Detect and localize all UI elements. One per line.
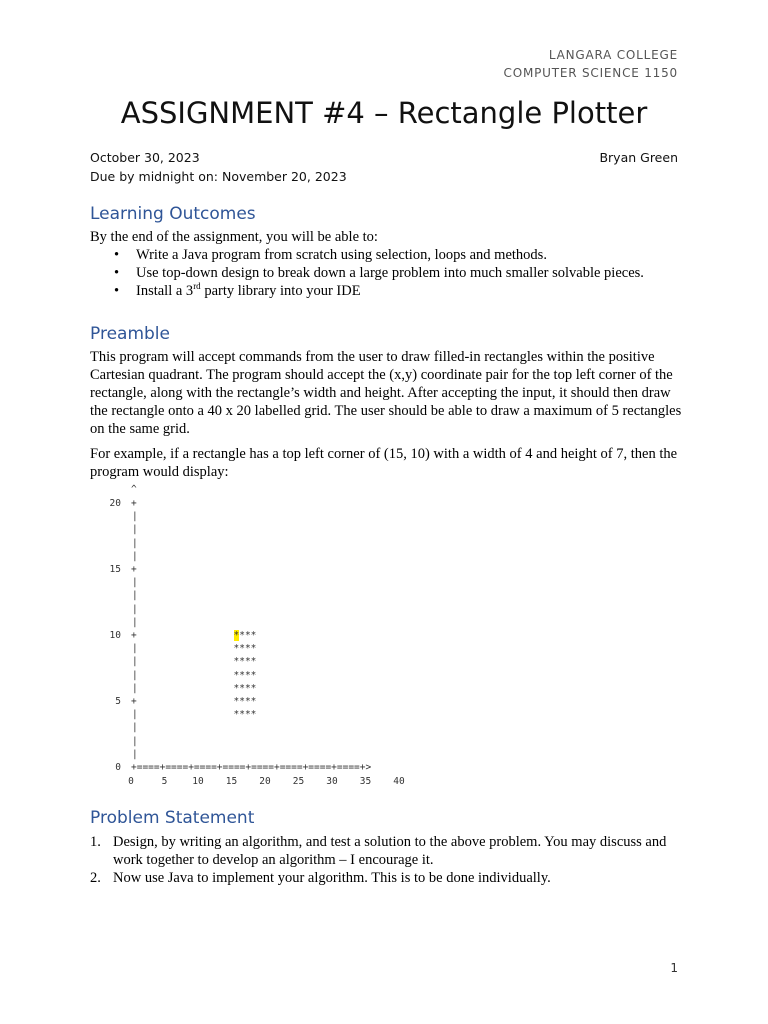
x-tick-label: 15: [225, 776, 238, 787]
rectangle-row: ****: [233, 669, 257, 681]
page-number: 1: [670, 961, 678, 975]
y-tick-label: 5: [115, 696, 121, 707]
y-axis-bar: |: [132, 616, 138, 628]
college-header: [504, 46, 678, 82]
x-tick-label: 10: [192, 776, 204, 787]
highlighted-corner: *: [233, 630, 240, 641]
rectangle-row: ****: [233, 696, 257, 707]
x-tick-label: 30: [326, 776, 338, 787]
preamble-heading: Preamble: [90, 324, 170, 344]
rectangle-row: ****: [233, 682, 257, 694]
college-name: LANGARA COLLEGE: [548, 48, 678, 62]
problem-statement-list: [90, 833, 680, 887]
y-axis-bar: |: [132, 511, 138, 523]
y-tick-label: 15: [109, 564, 121, 575]
learning-outcomes-heading: Learning Outcomes: [90, 204, 256, 224]
x-axis-line: +====+====+====+====+====+====+====+====+>: [131, 762, 372, 773]
list-item: 1. Design, by writing an algorithm, and test a solution to the above problem. You may discuss and work together to develop an algorithm – I encourage it.: [90, 834, 667, 868]
y-axis-bar: |: [132, 709, 138, 721]
learning-outcomes-list: [90, 246, 644, 300]
y-axis-arrow: ^: [131, 484, 137, 495]
y-tick-mark: +: [131, 564, 137, 575]
x-tick-label: 20: [259, 776, 271, 787]
y-axis-bar: |: [132, 577, 138, 589]
list-item: • Install a 3rd party library into your IDE: [90, 282, 644, 300]
y-axis-bar: |: [132, 550, 138, 562]
rectangle-row: ****: [233, 709, 257, 721]
course-name: COMPUTER SCIENCE 1150: [503, 66, 678, 80]
y-axis-bar: |: [132, 643, 138, 655]
x-tick-label: 0: [128, 776, 134, 787]
due-date: Due by midnight on: November 20, 2023: [90, 169, 347, 184]
list-item: • Use top-down design to break down a large problem into much smaller solvable pieces.: [90, 264, 644, 282]
x-tick-label: 25: [292, 776, 305, 787]
author-name: Bryan Green: [599, 150, 678, 165]
y-axis-bar: |: [132, 748, 138, 760]
y-tick-mark: +: [131, 498, 137, 509]
y-axis-bar: |: [132, 735, 138, 747]
problem-statement-heading: Problem Statement: [90, 808, 255, 828]
y-axis-bar: |: [132, 656, 138, 668]
x-tick-label: 5: [161, 776, 168, 787]
y-axis-bar: |: [132, 722, 138, 734]
document-title: ASSIGNMENT #4 – Rectangle Plotter: [120, 96, 648, 130]
y-axis-bar: |: [132, 524, 138, 536]
y-tick-mark: +: [131, 630, 137, 641]
y-tick-mark: +: [131, 696, 137, 707]
y-tick-label: 20: [109, 498, 121, 509]
list-item: • Write a Java program from scratch using selection, loops and methods.: [90, 246, 644, 264]
x-tick-label: 35: [359, 776, 372, 787]
x-tick-label: 40: [393, 776, 405, 787]
learning-outcomes-intro: By the end of the assignment, you will be able to:: [90, 229, 378, 245]
y-axis-bar: |: [132, 537, 138, 549]
list-item: 2. Now use Java to implement your algorithm. This is to be done individually.: [90, 870, 551, 886]
y-axis-bar: |: [132, 590, 138, 602]
preamble-paragraph-2: For example, if a rectangle has a top left corner of (15, 10) with a width of 4 and height of 7, then the program would display:: [90, 446, 678, 480]
assignment-date: October 30, 2023: [90, 150, 200, 165]
rectangle-row: ****: [233, 643, 257, 655]
y-axis-bar: |: [132, 669, 138, 681]
y-tick-label: 10: [109, 630, 121, 641]
y-axis-bar: |: [132, 682, 138, 694]
y-axis-bar: |: [132, 603, 138, 615]
rectangle-row: ****: [233, 630, 257, 641]
preamble-paragraph-1: This program will accept commands from the user to draw filled-in rectangles within the positive Cartesian quadrant. The program should accept the (x,y) coordinate pair for the top left corner of the rectangle, along with the rectangle’s width and height. After accepting the input, it should then draw the rectangle onto a 40 x 20 labelled grid. The user should be able to draw a maximum of 5 rectangles on the same grid.: [90, 349, 682, 437]
y-tick-label: 0: [115, 762, 121, 773]
rectangle-row: ****: [233, 656, 257, 668]
